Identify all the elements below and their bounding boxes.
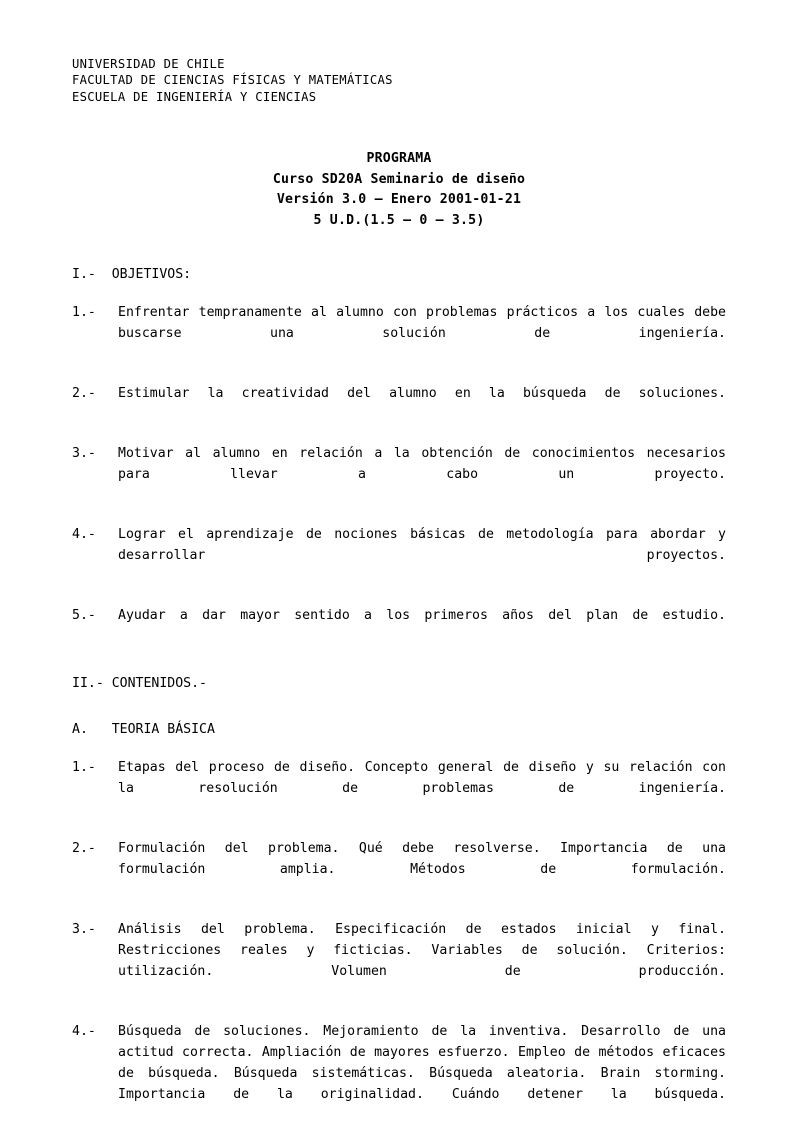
list-item [72,524,726,587]
section-heading-objetivos: I.- OBJETIVOS: [72,266,192,282]
letterhead [72,56,726,105]
letterhead-university: UNIVERSIDAD DE CHILE [72,57,225,71]
list-item-number: 1.- [72,759,96,775]
list-item-number: 2.- [72,385,96,401]
list-item [72,1021,726,1126]
list-item-text: Enfrentar tempranamente al alumno con problemas prácticos a los cuales debe buscarse una solución de ingeniería. [118,304,726,341]
subsection-heading-teoria-basica: A. TEORIA BÁSICA [72,721,215,737]
course-title: Curso SD20A Seminario de diseño [272,171,526,187]
letterhead-faculty: FACULTAD DE CIENCIAS FÍSICAS Y MATEMÁTICAS [72,73,393,88]
list-item-number: 4.- [72,1023,96,1039]
section-heading-contenidos: II.- CONTENIDOS.- [72,675,207,691]
list-item-text: Búsqueda de soluciones. Mejoramiento de la inventiva. Desarrollo de una actitud correcta. Ampliación de mayores esfuerzo. Empleo de métodos eficaces de búsqueda. Búsqueda sistemáticas. Búsqueda aleatoria. Brain storming. Importancia de la originalidad. Cuándo detener la búsqueda. [118,1023,726,1102]
list-item-text: Ayudar a dar mayor sentido a los primeros años del plan de estudio. [118,607,726,623]
list-item [72,383,726,425]
list-item-text: Lograr el aprendizaje de nociones básicas de metodología para abordar y desarrollar proyectos. [118,526,726,563]
course-version: Versión 3.0 – Enero 2001-01-21 [276,192,522,208]
list-item [72,919,726,1003]
letterhead-school: ESCUELA DE INGENIERÍA Y CIENCIAS [72,89,317,104]
list-item [72,443,726,506]
list-item-text: Formulación del problema. Qué debe resolverse. Importancia de una formulación amplia. Métodos de formulación. [118,840,726,877]
list-item-text: Motivar al alumno en relación a la obtención de conocimientos necesarios para llevar a cabo un proyecto. [118,445,726,482]
list-item-number: 4.- [72,526,96,542]
list-item [72,302,726,365]
list-item-number: 2.- [72,840,96,856]
list-item [72,838,726,901]
list-item-number: 5.- [72,607,96,623]
list-item-text: Análisis del problema. Especificación de estados inicial y final. Restricciones reales y ficticias. Variables de solución. Criterios: utilización. Volumen de producción. [118,921,726,979]
document-title: PROGRAMA [366,151,432,167]
course-credits: 5 U.D.(1.5 – 0 – 3.5) [313,213,485,228]
list-item-number: 1.- [72,304,96,320]
list-item [72,757,726,820]
list-item-text: Estimular la creatividad del alumno en la búsqueda de soluciones. [118,385,726,401]
title-block [72,149,726,231]
list-item [72,605,726,647]
list-item-text: Etapas del proceso de diseño. Concepto general de diseño y su relación con la resolución de problemas de ingeniería. [118,759,726,796]
list-item-number: 3.- [72,921,96,937]
list-item-number: 3.- [72,445,96,461]
